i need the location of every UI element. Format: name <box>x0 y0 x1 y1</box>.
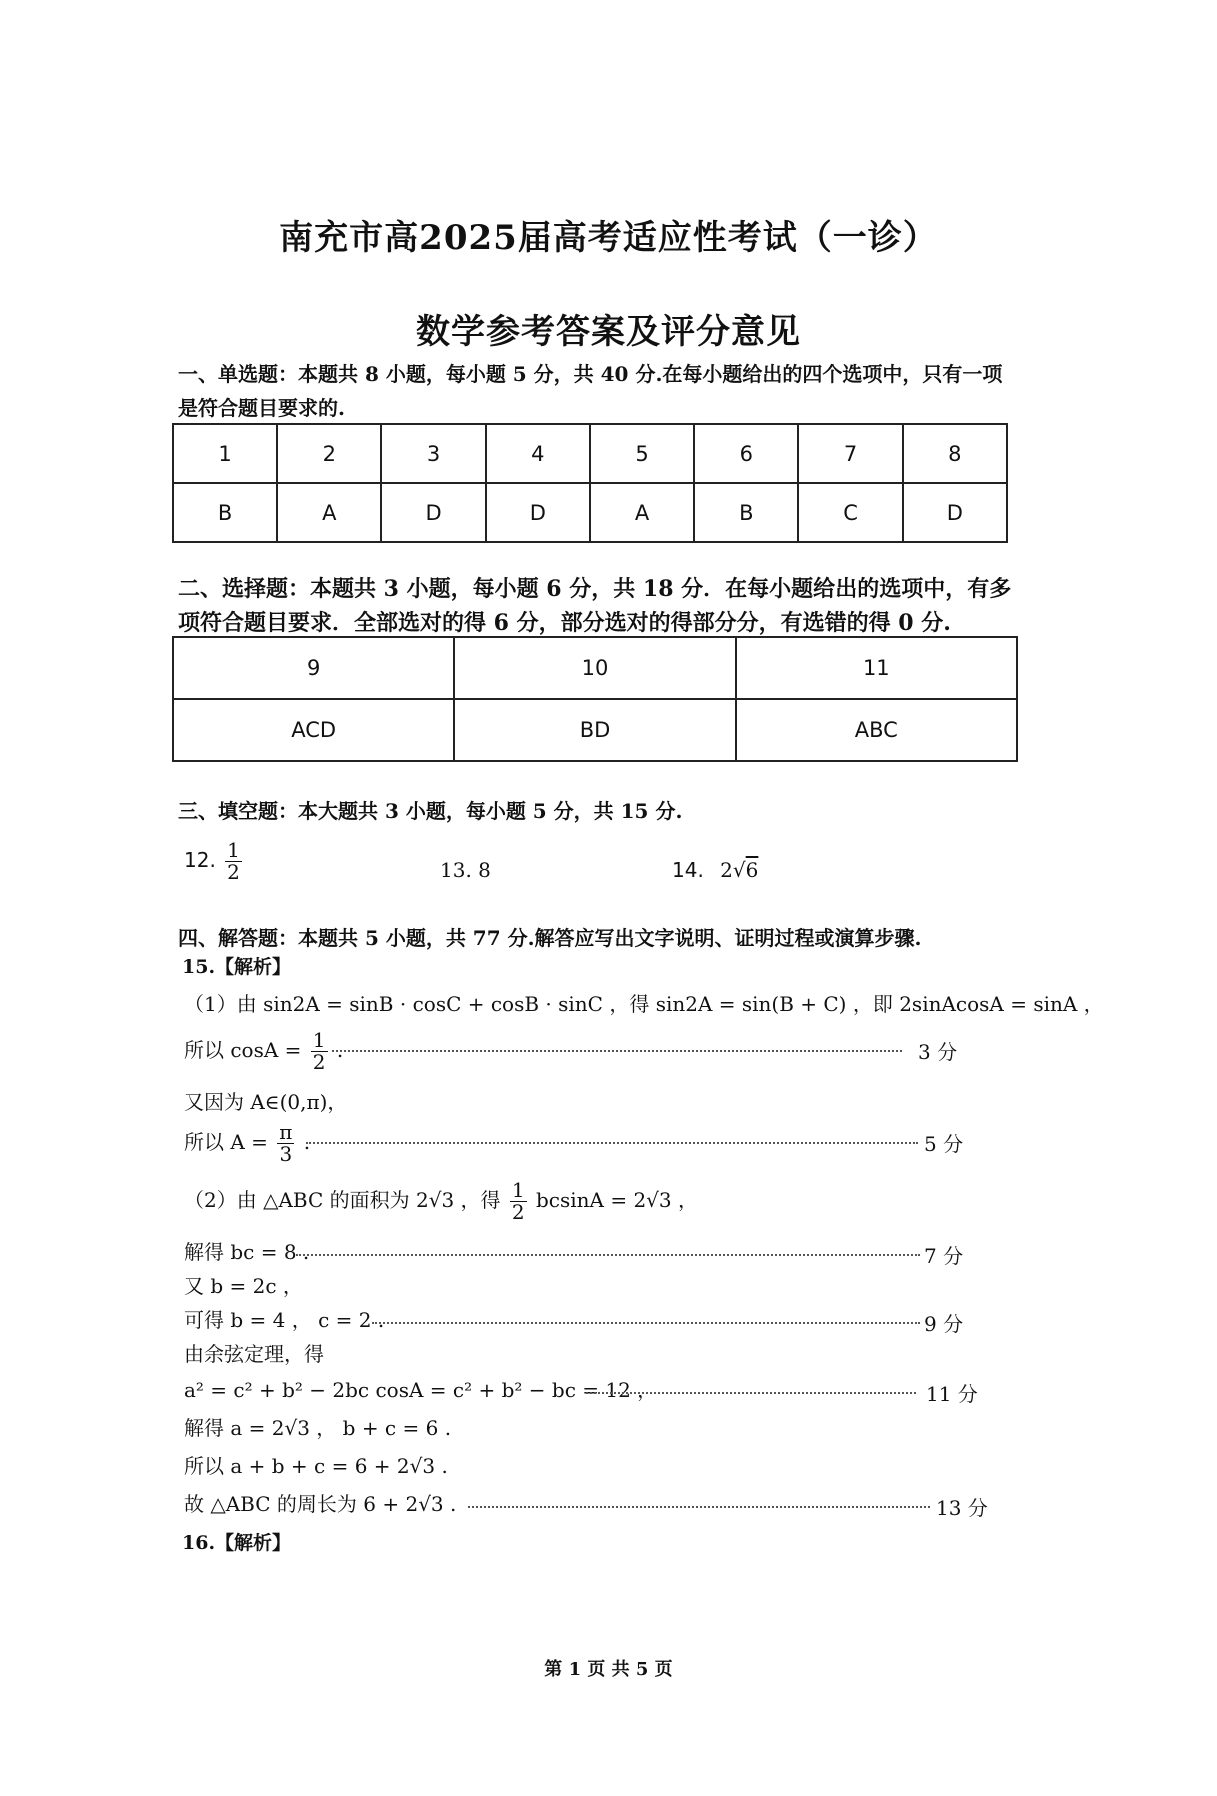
answer-14: 14. 2√6 <box>672 858 759 882</box>
question-number-cell: 3 <box>381 424 485 483</box>
section1-heading-line1: 一、单选题：本题共 8 小题，每小题 5 分，共 40 分.在每小题给出的四个选项中，只有一项 <box>178 362 1003 386</box>
score-mark: 3 分 <box>918 1040 958 1064</box>
answer-cell: A <box>590 483 694 542</box>
solution-line: 又 b = 2c ， <box>184 1274 303 1298</box>
question-number-cell: 10 <box>454 637 735 699</box>
solution-line: 由余弦定理，得 <box>184 1342 324 1366</box>
answer-13: 13. 8 <box>440 858 491 882</box>
solution-text: . <box>303 1130 311 1154</box>
dotted-leader <box>306 1142 918 1144</box>
dotted-leader <box>296 1254 920 1256</box>
section4-heading: 四、解答题：本题共 5 小题，共 77 分.解答应写出文字说明、证明过程或演算步骤. <box>178 926 922 950</box>
answer-cell: D <box>903 483 1007 542</box>
score-mark: 13 分 <box>936 1496 988 1520</box>
score-mark: 9 分 <box>924 1312 964 1336</box>
answer-14-radicand: 6 <box>745 858 759 882</box>
solution-text: （2）由 △ABC 的面积为 2√3 ，得 <box>184 1188 501 1212</box>
solution-line-A <box>184 1122 310 1165</box>
answer-12 <box>184 840 245 883</box>
dotted-leader <box>468 1506 930 1508</box>
answer-cell: C <box>798 483 902 542</box>
question-number-cell: 2 <box>277 424 381 483</box>
dotted-leader <box>586 1392 916 1394</box>
question-number-cell: 9 <box>173 637 454 699</box>
solution-line: 又因为 A∈(0,π)， <box>184 1090 348 1114</box>
answer-cell: BD <box>454 699 735 761</box>
fraction-denominator: 2 <box>312 1050 326 1074</box>
answer-14-label: 14. <box>672 858 704 882</box>
solution-line: 解得 a = 2√3 ， b + c = 6 . <box>184 1416 452 1440</box>
fraction <box>311 1030 328 1073</box>
score-mark: 7 分 <box>924 1244 964 1268</box>
answer-12-fraction <box>225 840 242 883</box>
answer-cell: ABC <box>736 699 1017 761</box>
answer-cell: ACD <box>173 699 454 761</box>
score-mark: 11 分 <box>926 1382 978 1406</box>
fraction-numerator: π <box>279 1120 293 1144</box>
fraction-denominator: 2 <box>227 860 240 884</box>
solution-line-cosA <box>184 1030 343 1073</box>
dotted-leader <box>372 1322 920 1324</box>
solution-text: bcsinA = 2√3 ， <box>536 1188 699 1212</box>
table-row <box>173 699 1017 761</box>
table-row <box>173 424 1007 483</box>
answer-cell: B <box>694 483 798 542</box>
section1-heading-line2: 是符合题目要求的. <box>178 396 345 420</box>
fraction-numerator: 1 <box>511 1178 525 1202</box>
multiple-choice-answer-table <box>172 636 1018 762</box>
dotted-leader <box>332 1050 902 1052</box>
single-choice-answer-table <box>172 423 1008 543</box>
solution-line: （1）由 sin2A = sinB · cosC + cosB · sinC ，得 sin2A = sin(B + C) ，即 2sinAcosA = sinA ， <box>184 992 1104 1016</box>
question-number-cell: 11 <box>736 637 1017 699</box>
section2-heading-line1: 二、选择题：本题共 3 小题，每小题 6 分，共 18 分．在每小题给出的选项中，有多 <box>178 576 1012 602</box>
solution-text: . <box>336 1038 344 1062</box>
question-number-cell: 8 <box>903 424 1007 483</box>
fraction <box>510 1180 527 1223</box>
solution-line: 解得 bc = 8 . <box>184 1240 310 1264</box>
score-mark: 5 分 <box>924 1132 964 1156</box>
solution-line: 可得 b = 4 ， c = 2 . <box>184 1308 385 1332</box>
fraction-numerator: 1 <box>227 838 240 862</box>
answer-14-coefficient: 2 <box>720 858 733 882</box>
question-number-cell: 7 <box>798 424 902 483</box>
table-row <box>173 637 1017 699</box>
answer-cell: A <box>277 483 381 542</box>
page-footer: 第 1 页 共 5 页 <box>544 1659 673 1680</box>
solution-line: 所以 a + b + c = 6 + 2√3 . <box>184 1454 448 1478</box>
page-title: 南充市高2025届高考适应性考试（一诊） <box>279 218 938 258</box>
solution-line: 故 △ABC 的周长为 6 + 2√3 . <box>184 1492 457 1516</box>
question-number-cell: 4 <box>486 424 590 483</box>
answer-cell: D <box>486 483 590 542</box>
fraction <box>277 1122 294 1165</box>
answer-12-label: 12. <box>184 848 216 872</box>
fraction-denominator: 3 <box>279 1142 293 1166</box>
solution-text: 所以 A = <box>184 1130 268 1154</box>
solution-text: 所以 cosA = <box>184 1038 302 1062</box>
question-number-cell: 6 <box>694 424 798 483</box>
section2-heading-line2: 项符合题目要求．全部选对的得 6 分，部分选对的得部分分，有选错的得 0 分. <box>178 610 951 636</box>
solution-line: a² = c² + b² − 2bc cosA = c² + b² − bc = 12 ， <box>184 1378 658 1402</box>
section3-heading: 三、填空题：本大题共 3 小题，每小题 5 分，共 15 分. <box>178 799 683 823</box>
question-number-cell: 5 <box>590 424 694 483</box>
answer-cell: D <box>381 483 485 542</box>
page-subtitle: 数学参考答案及评分意见 <box>416 312 801 352</box>
answer-cell: B <box>173 483 277 542</box>
fraction-denominator: 2 <box>511 1200 525 1224</box>
solution-line-area <box>184 1180 698 1223</box>
question-number-cell: 1 <box>173 424 277 483</box>
table-row <box>173 483 1007 542</box>
q16-label: 16.【解析】 <box>182 1532 292 1554</box>
q15-label: 15.【解析】 <box>182 956 292 978</box>
fraction-numerator: 1 <box>312 1028 326 1052</box>
